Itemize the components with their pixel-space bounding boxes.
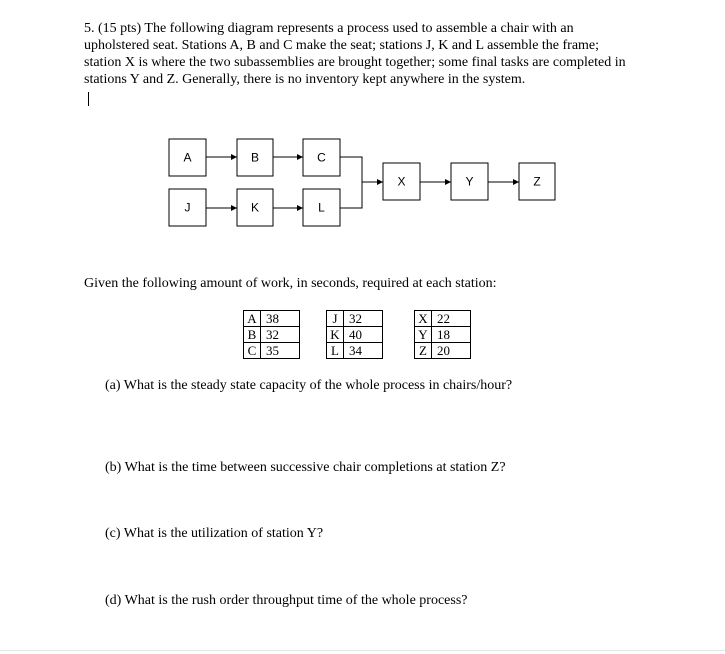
problem-line: 5. (15 pts) The following diagram represents a process used to assemble a chair with an (84, 21, 574, 36)
table-row (244, 327, 300, 343)
page-bottom-divider (0, 650, 725, 651)
question-d: (d) What is the rush order throughput time of the whole process? (105, 593, 468, 608)
station-label: Y (465, 174, 474, 189)
station-label: A (183, 150, 192, 165)
table-row (415, 327, 471, 343)
table-row (244, 311, 300, 327)
work-table-seat (243, 310, 300, 359)
station-k (237, 189, 273, 226)
process-flow-diagram (0, 0, 725, 260)
seconds-cell: 22 (432, 311, 471, 327)
table-row (244, 343, 300, 359)
question-b: (b) What is the time between successive chair completions at station Z? (105, 460, 506, 475)
station-label: C (317, 150, 326, 165)
station-cell: L (327, 343, 344, 359)
seconds-cell: 18 (432, 327, 471, 343)
station-b (237, 139, 273, 176)
table-row (415, 343, 471, 359)
station-x (383, 163, 420, 200)
table-row (415, 311, 471, 327)
seconds-cell: 40 (344, 327, 383, 343)
station-label: X (397, 174, 406, 189)
work-table-final (414, 310, 471, 359)
station-cell: K (327, 327, 344, 343)
station-z (519, 163, 555, 200)
station-cell: A (244, 311, 261, 327)
station-a (169, 139, 206, 176)
station-cell: X (415, 311, 432, 327)
station-c (303, 139, 340, 176)
station-j (169, 189, 206, 226)
station-cell: J (327, 311, 344, 327)
table-row (327, 327, 383, 343)
seconds-cell: 38 (261, 311, 300, 327)
station-label: B (250, 150, 260, 165)
question-c: (c) What is the utilization of station Y? (105, 526, 324, 541)
station-l (303, 189, 340, 226)
merge-bracket (340, 157, 362, 208)
seconds-cell: 32 (344, 311, 383, 327)
station-y (451, 163, 488, 200)
seconds-cell: 35 (261, 343, 300, 359)
table-row (327, 311, 383, 327)
question-a: (a) What is the steady state capacity of the whole process in chairs/hour? (105, 378, 513, 393)
problem-line: stations Y and Z. Generally, there is no inventory kept anywhere in the system. (84, 72, 526, 87)
station-label: L (318, 200, 325, 215)
station-label: K (250, 200, 260, 215)
station-cell: Y (415, 327, 432, 343)
work-table-frame (326, 310, 383, 359)
seconds-cell: 32 (261, 327, 300, 343)
station-label: J (184, 200, 191, 215)
table-row (327, 343, 383, 359)
station-cell: C (244, 343, 261, 359)
station-cell: Z (415, 343, 432, 359)
station-cell: B (244, 327, 261, 343)
seconds-cell: 34 (344, 343, 383, 359)
problem-line: station X is where the two subassemblies are brought together; some final tasks are completed in (84, 55, 626, 70)
problem-line: upholstered seat. Stations A, B and C make the seat; stations J, K and L assemble the frame; (84, 38, 600, 53)
seconds-cell: 20 (432, 343, 471, 359)
work-prompt: Given the following amount of work, in seconds, required at each station: (84, 276, 497, 291)
station-label: Z (533, 174, 541, 189)
